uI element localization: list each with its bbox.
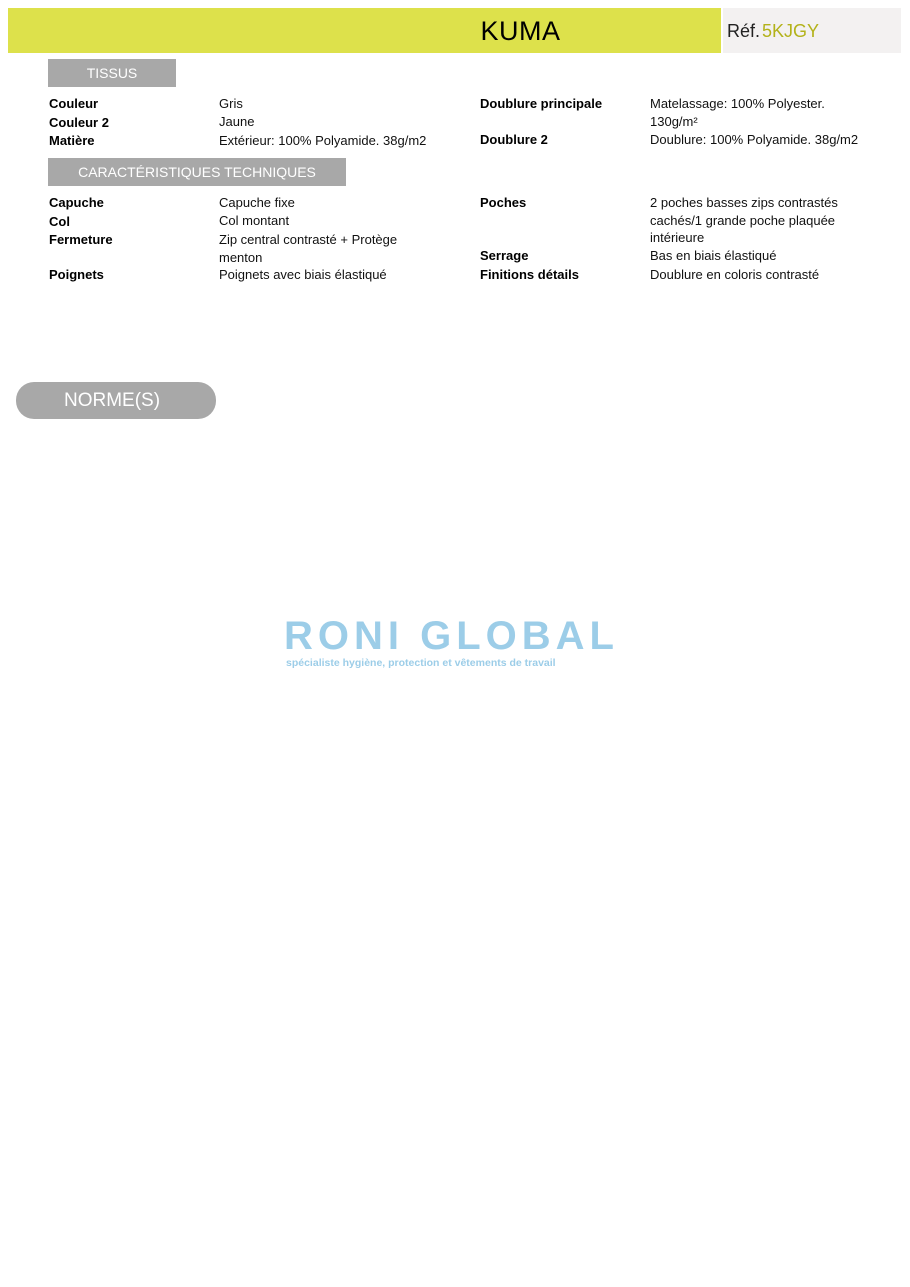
product-title: KUMA xyxy=(480,16,561,46)
tech-fermeture-value: Zip central contrasté + Protège menton xyxy=(219,232,398,265)
tech-finitions-value: Doublure en coloris contrasté xyxy=(650,267,820,282)
tissus-couleur-label: Couleur xyxy=(49,96,99,111)
tech-poches-label: Poches xyxy=(480,195,527,210)
tech-capuche-label: Capuche xyxy=(49,195,104,210)
reference-value: 5KJGY xyxy=(762,21,820,41)
section-tissus-header: TISSUS xyxy=(48,59,176,87)
tech-col-label: Col xyxy=(49,214,70,229)
tissus-matiere-value: Extérieur: 100% Polyamide. 38g/m2 xyxy=(219,133,427,148)
tech-fermeture-label: Fermeture xyxy=(49,232,113,247)
reference-box xyxy=(723,8,901,53)
tissus-doublure-principale-value: Matelassage: 100% Polyester. 130g/m² xyxy=(650,96,825,129)
tissus-couleur-value: Gris xyxy=(219,96,243,111)
tech-serrage-label: Serrage xyxy=(480,248,529,263)
tech-capuche-value: Capuche fixe xyxy=(219,195,295,210)
tissus-matiere-label: Matière xyxy=(49,133,95,148)
tissus-doublure-principale-label: Doublure principale xyxy=(480,96,603,111)
tissus-doublure2-label: Doublure 2 xyxy=(480,132,548,147)
reference-label: Réf. xyxy=(727,21,761,41)
tech-poignets-label: Poignets xyxy=(49,267,104,282)
section-tech-header: CARACTÉRISTIQUES TECHNIQUES xyxy=(48,158,346,186)
tech-poignets-value: Poignets avec biais élastiqué xyxy=(219,267,387,282)
roni-global-logo xyxy=(284,614,644,674)
tissus-doublure2-value: Doublure: 100% Polyamide. 38g/m2 xyxy=(650,132,859,147)
header-bar xyxy=(8,8,721,53)
norme-section-header: NORME(S) xyxy=(16,382,216,419)
tech-finitions-label: Finitions détails xyxy=(480,267,579,282)
tech-col-value: Col montant xyxy=(219,213,290,228)
logo-tagline: spécialiste hygiène, protection et vêtements de travail xyxy=(286,657,556,669)
tech-poches-value: 2 poches basses zips contrastés cachés/1 grande poche plaquée intérieure xyxy=(650,195,838,245)
tech-serrage-value: Bas en biais élastiqué xyxy=(650,248,777,263)
tissus-couleur2-value: Jaune xyxy=(219,114,255,129)
tissus-couleur2-label: Couleur 2 xyxy=(49,115,109,130)
logo-name: RONI GLOBAL xyxy=(284,614,619,658)
